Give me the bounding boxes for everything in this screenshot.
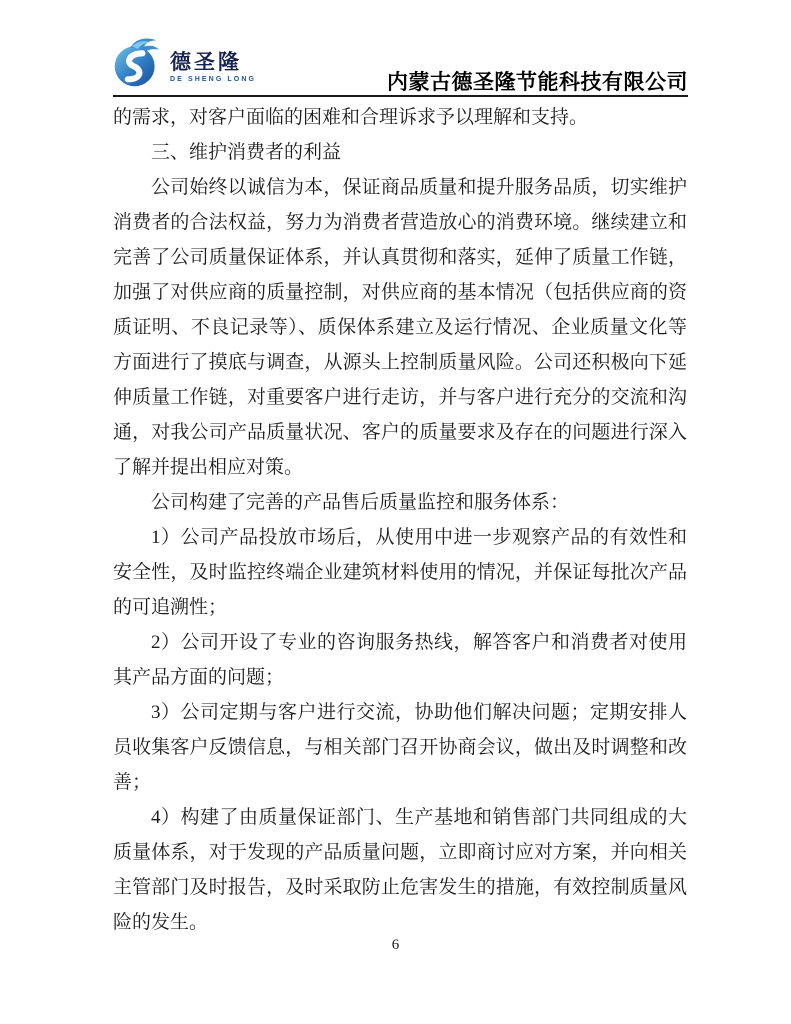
logo-text-en: DE SHENG LONG — [170, 75, 257, 83]
paragraph-quality-assurance: 公司始终以诚信为本，保证商品质量和提升服务品质，切实维护消费者的合法权益，努力为消费者营造放心的消费环境。继续建立和完善了公司质量保证体系，并认真贯彻和落实，延伸了质量工作链，加强了对供应商的质量控制，对供应商的基本情况（包括供应商的资质证明、不良记录等）、质保体系建立及运行情况、企业质量文化等方面进行了摸底与调查，从源头上控制质量风险。公司还积极向下延伸质量工作链，对重要客户进行走访，并与客户进行充分的交流和沟通，对我公司产品质量状况、客户的质量要求及存在的问题进行深入了解并提出相应对策。 — [113, 177, 687, 478]
company-name: 内蒙古德圣隆节能科技有限公司 — [387, 70, 688, 94]
list-item-3: 3）公司定期与客户进行交流，协助他们解决问题；定期安排人员收集客户反馈信息，与相关部门召开协商会议，做出及时调整和改善； — [113, 702, 687, 793]
list-item-2: 2）公司开设了专业的咨询服务热线，解答客户和消费者对使用其产品方面的问题； — [113, 632, 687, 688]
header-rule — [113, 95, 688, 97]
document-body — [113, 100, 687, 940]
list-item-4: 4）构建了由质量保证部门、生产基地和销售部门共同组成的大质量体系，对于发现的产品质量问题，立即商讨应对方案，并向相关主管部门及时报告，及时采取防止危害发生的措施，有效控制质量风险的发生。 — [113, 807, 687, 933]
page-header — [113, 30, 688, 96]
paragraph-aftersales-intro: 公司构建了完善的产品售后质量监控和服务体系： — [151, 492, 570, 513]
page-number: 6 — [391, 937, 400, 953]
logo-text-cn: 德圣隆 — [170, 50, 242, 74]
logo-text-block — [170, 52, 256, 83]
paragraph-continuation: 的需求，对客户面临的困难和合理诉求予以理解和支持。 — [113, 107, 589, 128]
company-logo — [113, 34, 256, 90]
section-heading-consumer-rights: 三、维护消费者的利益 — [151, 142, 342, 163]
dragon-s-logo-icon — [113, 34, 165, 90]
page-footer — [0, 936, 791, 954]
list-item-1: 1）公司产品投放市场后，从使用中进一步观察产品的有效性和安全性，及时监控终端企业建筑材料使用的情况，并保证每批次产品的可追溯性； — [113, 527, 687, 618]
